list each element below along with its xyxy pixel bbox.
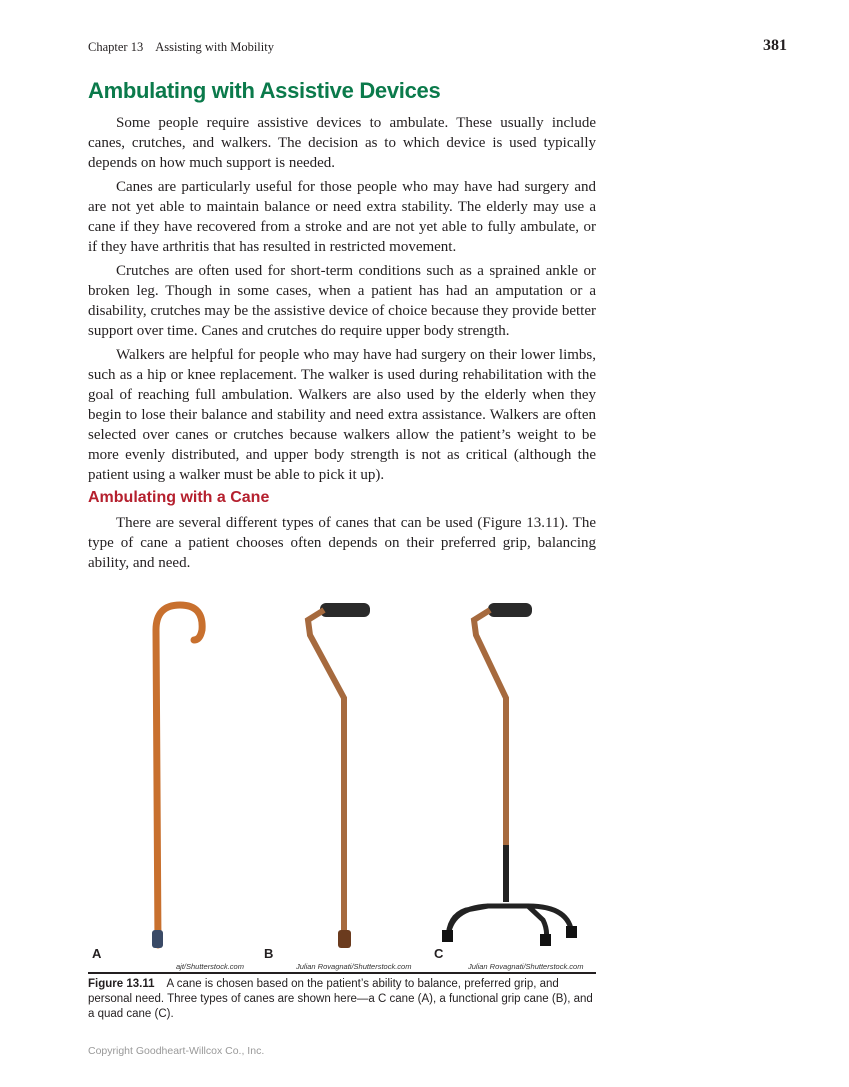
section-title: Ambulating with Assistive Devices [88, 78, 441, 103]
figure-canes [88, 590, 596, 975]
chapter-title: Assisting with Mobility [155, 40, 274, 54]
copyright: Copyright Goodheart-Willcox Co., Inc. [88, 1045, 265, 1057]
photo-credit: Julian Rovagnati/Shutterstock.com [468, 962, 584, 971]
subsection-body [88, 513, 596, 577]
quad-cane-image [442, 603, 577, 946]
caption-rule [88, 972, 596, 974]
section-body [88, 113, 596, 489]
photo-credit: ajt/Shutterstock.com [176, 962, 244, 971]
caption-text: A cane is chosen based on the patient’s ability to balance, preferred grip, and personal need. Three types of canes are shown here—a C cane (A), a functional grip cane (B), and a quad cane (C). [88, 978, 593, 1020]
photo-credit: Julian Rovagnati/Shutterstock.com [296, 962, 412, 971]
paragraph: Walkers are helpful for people who may have had surgery on their lower limbs, such as a hip or knee replacement. The walker is used during rehabilitation with the goal of reaching full ambulation. Walkers are also used by the elderly when they begin to lose their balance and stability and need extra assistance. Walkers are often selected over canes or crutches because walkers allow the patient’s weight to be more evenly distributed, and upper body strength is not as critical (although the patient using a walker must be able to pick it up). [88, 347, 596, 483]
figure-label-c: C [434, 946, 444, 961]
figure-label-a: A [92, 946, 102, 961]
paragraph: Some people require assistive devices to ambulate. These usually include canes, crutches, and walkers. The decision as to which device is used typically depends on how much support is needed. [88, 115, 596, 171]
paragraph: Canes are particularly useful for those people who may have had surgery and are not yet able to maintain balance or need extra stability. The elderly may use a cane if they have recovered from a stroke and are not yet able to fully ambulate, or if they have arthritis that has resulted in restricted movement. [88, 179, 596, 255]
chapter-number: Chapter 13 [88, 40, 144, 54]
paragraph: Crutches are often used for short-term conditions such as a sprained ankle or broken leg. Though in some cases, when a patient has had an amputation or a disability, crutches may be the assistive device of choice because they provide better support over time. Canes and crutches do require upper body strength. [88, 263, 596, 339]
figure-caption [88, 977, 593, 1022]
figure-number: Figure 13.11 [88, 978, 155, 990]
functional-grip-cane-image [308, 603, 370, 948]
page-number: 381 [763, 37, 787, 54]
subsection-title: Ambulating with a Cane [88, 489, 270, 506]
figure-label-b: B [264, 946, 274, 961]
paragraph: There are several different types of canes that can be used (Figure 13.11). The type of cane a patient chooses often depends on their preferred grip, balancing ability, and need. [88, 515, 596, 571]
c-cane-image [152, 605, 202, 948]
running-header [88, 40, 286, 55]
canes-illustration [88, 590, 596, 975]
